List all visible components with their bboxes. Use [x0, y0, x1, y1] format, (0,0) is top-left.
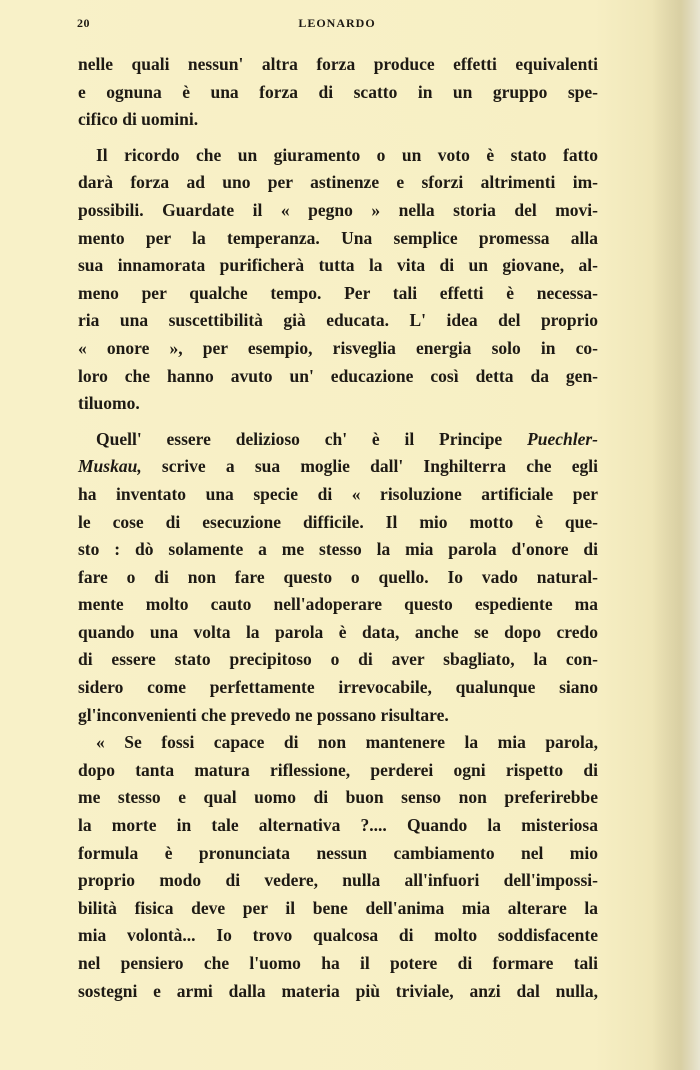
text-line: meno per qualche tempo. Per tali effetti è necessa- — [78, 282, 598, 303]
text-line: gl'inconvenienti che prevedo ne possano risultare. — [78, 704, 449, 725]
text-line: me stesso e qual uomo di buon senso non preferirebbe — [78, 787, 598, 808]
page-gutter-shadow — [652, 0, 700, 1070]
running-head: LEONARDO — [298, 16, 376, 30]
text-line: « onore », per esempio, risveglia energia solo in co- — [78, 337, 598, 358]
text-line: « Se fossi capace di non mantenere la mia parola, — [96, 732, 598, 753]
text-line: tiluomo. — [78, 393, 140, 414]
text-line: nel pensiero che l'uomo ha il potere di formare tali — [78, 953, 598, 973]
text-line — [78, 453, 598, 481]
text-line: sua innamorata purificherà tutta la vita di un giovane, al- — [78, 255, 598, 276]
text-line: mente molto cauto nell'adoperare questo espediente ma — [78, 594, 598, 615]
text-line: darà forza ad uno per astinenze e sforzi altrimenti im- — [78, 172, 598, 193]
text-line: cifico di uomini. — [78, 109, 199, 130]
author-name-italic: Puechler- — [527, 428, 598, 449]
text-line — [78, 426, 598, 454]
text-line: nelle quali nessun' altra forza produce effetti equivalenti — [78, 54, 598, 74]
text-line: sidero come perfettamente irrevocabile, qualunque siano — [78, 677, 598, 698]
text-line: sto : dò solamente a me stesso la mia parola d'onore di — [78, 539, 598, 560]
text-line: ha inventato una specie di « risoluzione artificiale per — [78, 483, 598, 504]
text-line: mia volontà... Io trovo qualcosa di molto soddisfacente — [78, 925, 598, 946]
text-line: possibili. Guardate il « pegno » nella storia del movi- — [78, 199, 598, 220]
text-line: di essere stato precipitoso o di aver sbagliato, la con- — [78, 649, 598, 670]
text-line: loro che hanno avuto un' educazione così detta da gen- — [78, 365, 598, 386]
text-line: ria una suscettibilità già educata. L' idea del proprio — [78, 310, 598, 331]
text-line: quando una volta la parola è data, anche se dopo credo — [78, 621, 598, 642]
text-line: la morte in tale alternativa ?.... Quando la misteriosa — [78, 815, 598, 836]
page-header — [77, 16, 597, 36]
text-line: formula è pronunciata nessun cambiamento nel mio — [78, 842, 598, 863]
text-line: le cose di esecuzione difficile. Il mio motto è que- — [78, 511, 598, 532]
page-number: 20 — [77, 16, 90, 30]
text-line: mento per la temperanza. Una semplice promessa alla — [78, 227, 598, 248]
text-line: dopo tanta matura riflessione, perderei ogni rispetto di — [78, 759, 598, 780]
text-line: sostegni e armi dalla materia più triviale, anzi dal nulla, — [78, 980, 598, 1001]
text-run: scrive a sua moglie dall' Inghilterra che egli — [141, 456, 598, 477]
text-line: e ognuna è una forza di scatto in un gruppo spe- — [78, 81, 598, 102]
text-run: Quell' essere delizioso ch' è il Principe — [96, 428, 528, 449]
body-text — [78, 51, 598, 1005]
author-name-italic: Muskau, — [78, 456, 142, 477]
text-line: Il ricordo che un giuramento o un voto è stato fatto — [96, 144, 598, 165]
text-line: bilità fisica deve per il bene dell'anima mia alterare la — [78, 897, 598, 918]
text-line: fare o di non fare questo o quello. Io vado natural- — [78, 566, 598, 587]
text-line: proprio modo di vedere, nulla all'infuori dell'impossi- — [78, 870, 598, 891]
